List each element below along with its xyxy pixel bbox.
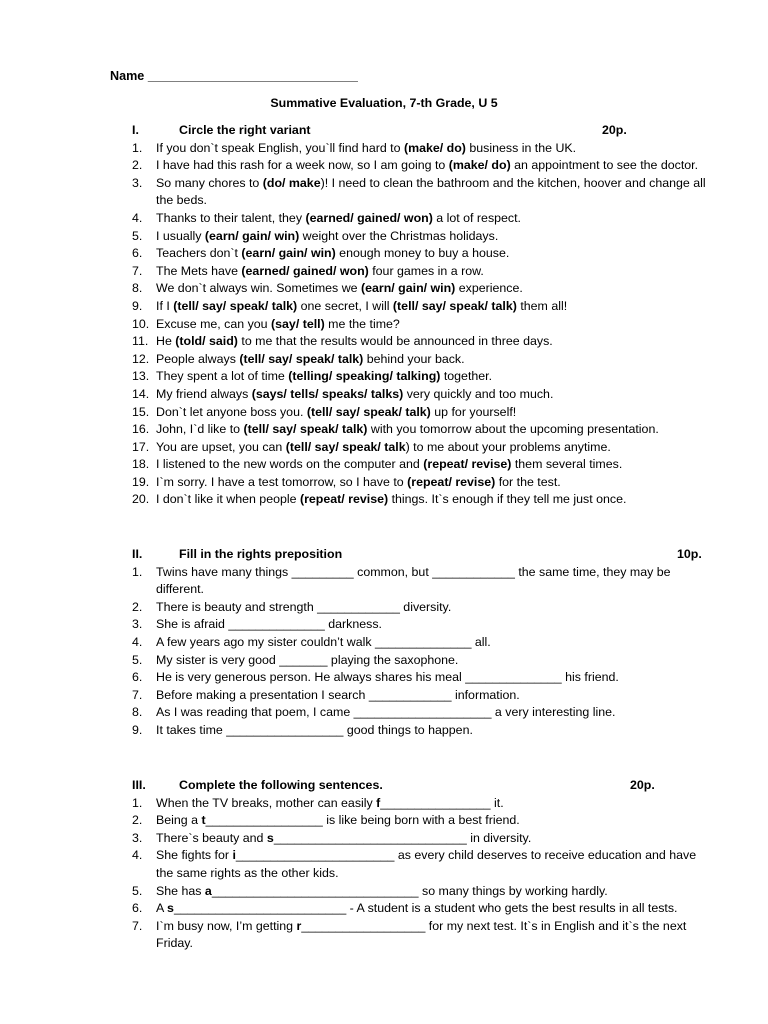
exercise-item — [132, 883, 712, 901]
page-title: Summative Evaluation, 7-th Grade, U 5 — [270, 96, 498, 110]
exercise-item — [132, 847, 712, 882]
item-number: 20. — [132, 492, 150, 507]
item-number: 3. — [132, 830, 143, 845]
text-segment: She fights for — [156, 848, 233, 863]
text-segment: _________________ is like being born with a best friend. — [205, 813, 520, 828]
item-text[interactable] — [156, 813, 520, 827]
item-text[interactable] — [156, 635, 491, 649]
section-heading — [132, 122, 712, 140]
text-segment: ________________ it. — [380, 795, 504, 810]
text-segment: She has — [156, 883, 205, 898]
item-number: 12. — [132, 351, 150, 366]
item-text[interactable] — [156, 422, 659, 436]
item-text[interactable] — [156, 176, 706, 208]
exercise-item — [132, 634, 712, 652]
exercise-item — [132, 333, 712, 351]
item-number: 2. — [132, 813, 143, 828]
exercise-item — [132, 298, 712, 316]
item-number: 8. — [132, 281, 143, 296]
item-text[interactable] — [156, 688, 520, 702]
section-number: II. — [132, 547, 143, 561]
text-segment: They spent a lot of time — [156, 369, 289, 384]
answer-choice[interactable]: s — [167, 901, 174, 916]
item-text[interactable] — [156, 600, 451, 614]
text-segment: ) to me about your problems anytime. — [405, 439, 611, 454]
text-segment: to me that the results would be announced in three days. — [237, 334, 553, 349]
answer-choice[interactable]: (repeat/ revise) — [407, 474, 496, 489]
answer-choice[interactable]: (told/ said) — [175, 334, 238, 349]
text-segment: them all! — [516, 298, 568, 313]
text-segment: them several times. — [511, 457, 623, 472]
section-number: III. — [132, 778, 146, 792]
item-number: 5. — [132, 228, 143, 243]
exercise-list — [132, 795, 712, 953]
section-title: Circle the right variant — [179, 123, 311, 137]
exercise-item — [132, 722, 712, 740]
answer-choice[interactable]: (make/ do) — [403, 140, 466, 155]
item-number: 6. — [132, 670, 143, 685]
item-number: 1. — [132, 140, 143, 155]
item-text[interactable] — [156, 211, 521, 225]
item-text[interactable] — [156, 919, 686, 951]
text-segment: A few years ago my sister couldn’t walk ______________ all. — [156, 634, 491, 649]
answer-choice[interactable]: a — [204, 883, 212, 898]
item-text[interactable] — [156, 229, 498, 243]
text-segment: up for yourself! — [430, 404, 517, 419]
text-segment: experience. — [455, 281, 523, 296]
item-text[interactable] — [156, 831, 531, 845]
item-number: 6. — [132, 901, 143, 916]
text-segment: things. It`s enough if they tell me just once. — [388, 492, 627, 507]
item-text[interactable] — [156, 617, 382, 631]
answer-choice[interactable]: (earned/ gained/ won) — [305, 210, 433, 225]
item-number: 4. — [132, 210, 143, 225]
text-segment: He — [156, 334, 176, 349]
text-segment: We don`t always win. Sometimes we — [156, 281, 361, 296]
item-text[interactable] — [156, 387, 553, 401]
item-number: 4. — [132, 848, 143, 863]
item-number: 1. — [132, 564, 143, 579]
exercise-item — [132, 280, 712, 298]
exercise-item — [132, 439, 712, 457]
item-number: 15. — [132, 404, 150, 419]
text-segment: If you don`t speak English, you`ll find hard to — [156, 140, 404, 155]
text-segment: a lot of respect. — [432, 210, 522, 225]
text-segment: Before making a presentation I search ____________ information. — [156, 687, 520, 702]
text-segment: The Mets have — [156, 263, 242, 278]
item-number: 3. — [132, 175, 143, 190]
text-segment: People always — [156, 351, 240, 366]
exercise-item — [132, 228, 712, 246]
exercise-item — [132, 687, 712, 705]
section-number: I. — [132, 123, 139, 137]
exercise-item — [132, 157, 712, 175]
item-text[interactable] — [156, 440, 611, 454]
exercise-item — [132, 918, 712, 953]
item-text[interactable] — [156, 492, 626, 506]
answer-choice[interactable]: (repeat/ revise) — [299, 492, 389, 507]
item-text[interactable] — [156, 796, 504, 810]
item-number: 16. — [132, 422, 150, 437]
exercise-item — [132, 812, 712, 830]
item-number: 7. — [132, 687, 143, 702]
text-segment: four games in a row. — [368, 263, 484, 278]
exercise-item — [132, 474, 712, 492]
item-number: 9. — [132, 722, 143, 737]
text-segment: __________________ for my next test. It`s in English and it`s the next Friday. — [156, 918, 687, 951]
text-segment: As I was reading that poem, I came ____________________ a very interesting line. — [156, 705, 616, 720]
exercise-list — [132, 140, 712, 509]
text-segment: I don`t like it when people — [156, 492, 300, 507]
exercise-item — [132, 456, 712, 474]
answer-choice[interactable]: (telling/ speaking/ talking) — [288, 369, 441, 384]
answer-choice[interactable]: (do/ make — [262, 175, 321, 190]
text-segment: She is afraid ______________ darkness. — [156, 617, 382, 632]
item-text[interactable] — [156, 281, 523, 295]
exercise-item — [132, 421, 712, 439]
item-number: 13. — [132, 369, 150, 384]
exercise-item — [132, 368, 712, 386]
answer-choice[interactable]: i — [232, 848, 236, 863]
item-text[interactable] — [156, 457, 622, 471]
text-segment: one secret, I will — [297, 298, 393, 313]
exercise-item — [132, 404, 712, 422]
item-number: 5. — [132, 652, 143, 667]
item-number: 3. — [132, 617, 143, 632]
section-title: Fill in the rights preposition — [179, 547, 343, 561]
item-number: 7. — [132, 263, 143, 278]
item-text[interactable] — [156, 334, 553, 348]
text-segment: Thanks to their talent, they — [156, 210, 306, 225]
item-text[interactable] — [156, 352, 465, 366]
item-text[interactable] — [156, 884, 608, 898]
text-segment: I listened to the new words on the computer and — [156, 457, 424, 472]
text-segment: _________________________ - A student is a student who gets the best results in all tests. — [173, 901, 678, 916]
exercise-item — [132, 210, 712, 228]
item-number: 17. — [132, 439, 150, 454]
text-segment: My friend always — [156, 386, 252, 401]
item-text[interactable] — [156, 158, 698, 172]
text-segment: together. — [440, 369, 493, 384]
item-text[interactable] — [156, 705, 615, 719]
answer-choice[interactable]: (make/ do) — [448, 158, 511, 173]
exercise-item — [132, 616, 712, 634]
exercise-list — [132, 564, 712, 740]
exercise-item — [132, 669, 712, 687]
text-segment: A — [156, 901, 168, 916]
answer-choice[interactable]: (tell/ say/ speak/ talk) — [306, 404, 431, 419]
section-circle-variant — [132, 122, 712, 509]
text-segment: behind your back. — [363, 351, 465, 366]
text-segment: I`m sorry. I have a test tomorrow, so I have to — [156, 474, 408, 489]
item-number: 9. — [132, 298, 143, 313]
text-segment: very quickly and too much. — [403, 386, 554, 401]
answer-choice[interactable]: t — [201, 813, 206, 828]
text-segment: Don`t let anyone boss you. — [156, 404, 307, 419]
text-segment: I usually — [156, 228, 205, 243]
text-segment: enough money to buy a house. — [335, 246, 510, 261]
text-segment: )! I need to clean the bathroom and the kitchen, hoover and change all the beds. — [156, 175, 706, 208]
answer-choice[interactable]: (says/ tells/ speaks/ talks) — [251, 386, 404, 401]
answer-choice[interactable]: (earn/ gain/ win) — [360, 281, 456, 296]
text-segment: My sister is very good _______ playing the saxophone. — [156, 652, 459, 667]
item-text[interactable] — [156, 264, 484, 278]
text-segment: So many chores to — [156, 175, 263, 190]
section-heading — [132, 546, 712, 564]
answer-choice[interactable]: r — [296, 918, 302, 933]
item-text[interactable] — [156, 565, 671, 597]
text-segment: John, I`d like to — [156, 422, 244, 437]
text-segment: _______________________ as every child deserves to receive education and have the same rights as the other kids. — [156, 848, 697, 880]
item-number: 18. — [132, 457, 150, 472]
item-text[interactable] — [156, 369, 492, 383]
item-number: 2. — [132, 158, 143, 173]
item-text[interactable] — [156, 723, 473, 737]
text-segment: business in the UK. — [465, 140, 577, 155]
name-label: Name — [110, 69, 145, 83]
text-segment: It takes time _________________ good things to happen. — [156, 722, 473, 737]
section-points: 10p. — [677, 547, 702, 561]
text-segment: ______________________________ so many things by working hardly. — [211, 883, 608, 898]
item-number: 1. — [132, 795, 143, 810]
exercise-item — [132, 351, 712, 369]
item-number: 4. — [132, 634, 143, 649]
answer-choice[interactable]: (tell/ say/ speak/ talk — [285, 439, 406, 454]
text-segment: There is beauty and strength ____________ diversity. — [156, 599, 452, 614]
exercise-item — [132, 386, 712, 404]
item-text[interactable] — [156, 317, 400, 331]
exercise-item — [132, 564, 712, 599]
text-segment: I`m busy now, I’m getting — [156, 918, 297, 933]
exercise-item — [132, 175, 712, 210]
answer-choice[interactable]: (tell/ say/ speak/ talk) — [173, 298, 298, 313]
answer-choice[interactable]: (say/ tell) — [271, 316, 325, 331]
item-text[interactable] — [156, 475, 561, 489]
item-number: 10. — [132, 316, 150, 331]
exercise-item — [132, 245, 712, 263]
exercise-item — [132, 263, 712, 281]
answer-choice[interactable]: (tell/ say/ speak/ talk) — [239, 351, 364, 366]
name-blank[interactable]: ______________________________ — [147, 69, 358, 83]
section-points: 20p. — [630, 778, 655, 792]
item-number: 5. — [132, 883, 143, 898]
text-segment: There`s beauty and — [156, 830, 267, 845]
item-number: 2. — [132, 599, 143, 614]
item-number: 14. — [132, 386, 150, 401]
item-text[interactable] — [156, 670, 619, 684]
text-segment: He is very generous person. He always shares his meal ______________ his friend. — [156, 670, 619, 685]
section-points: 20p. — [602, 123, 627, 137]
exercise-item — [132, 491, 712, 509]
text-segment: If I — [156, 298, 174, 313]
text-segment: ____________________________ in diversity. — [273, 830, 532, 845]
text-segment: weight over the Christmas holidays. — [299, 228, 499, 243]
text-segment: an appointment to see the doctor. — [510, 158, 699, 173]
item-text[interactable] — [156, 901, 678, 915]
item-text[interactable] — [156, 246, 509, 260]
text-segment: for the test. — [495, 474, 561, 489]
text-segment: me the time? — [324, 316, 400, 331]
exercise-item — [132, 795, 712, 813]
section-complete-sentences — [132, 777, 712, 953]
answer-choice[interactable]: (tell/ say/ speak/ talk) — [243, 422, 368, 437]
section-heading — [132, 777, 712, 795]
text-segment: I have had this rash for a week now, so I am going to — [156, 158, 449, 173]
text-segment: Being a — [156, 813, 202, 828]
item-text[interactable] — [156, 405, 516, 419]
item-text[interactable] — [156, 141, 576, 155]
item-text[interactable] — [156, 653, 458, 667]
section-fill-preposition — [132, 546, 712, 740]
answer-choice[interactable]: s — [266, 830, 274, 845]
answer-choice[interactable]: f — [376, 795, 381, 810]
answer-choice[interactable]: (repeat/ revise) — [423, 457, 512, 472]
item-text[interactable] — [156, 299, 567, 313]
item-number: 7. — [132, 918, 143, 933]
exercise-item — [132, 830, 712, 848]
exercise-item — [132, 900, 712, 918]
name-line — [110, 69, 358, 83]
item-text[interactable] — [156, 848, 696, 880]
answer-choice[interactable]: (earn/ gain/ win) — [241, 246, 336, 261]
text-segment: You are upset, you can — [156, 439, 286, 454]
answer-choice[interactable]: (tell/ say/ speak/ talk) — [392, 298, 517, 313]
answer-choice[interactable]: (earn/ gain/ win) — [204, 228, 300, 243]
item-number: 11. — [132, 334, 149, 349]
item-number: 19. — [132, 474, 150, 489]
text-segment: Teachers don`t — [156, 246, 242, 261]
exercise-item — [132, 652, 712, 670]
text-segment: Excuse me, can you — [156, 316, 272, 331]
exercise-item — [132, 316, 712, 334]
exercise-item — [132, 704, 712, 722]
answer-choice[interactable]: (earned/ gained/ won) — [241, 263, 369, 278]
item-number: 8. — [132, 705, 143, 720]
text-segment: When the TV breaks, mother can easily — [156, 795, 377, 810]
exercise-item — [132, 140, 712, 158]
text-segment: with you tomorrow about the upcoming presentation. — [367, 422, 659, 437]
item-number: 6. — [132, 246, 143, 261]
text-segment: Twins have many things _________ common, but ____________ the same time, they may be different. — [156, 564, 671, 597]
exercise-item — [132, 599, 712, 617]
section-title: Complete the following sentences. — [179, 778, 383, 792]
